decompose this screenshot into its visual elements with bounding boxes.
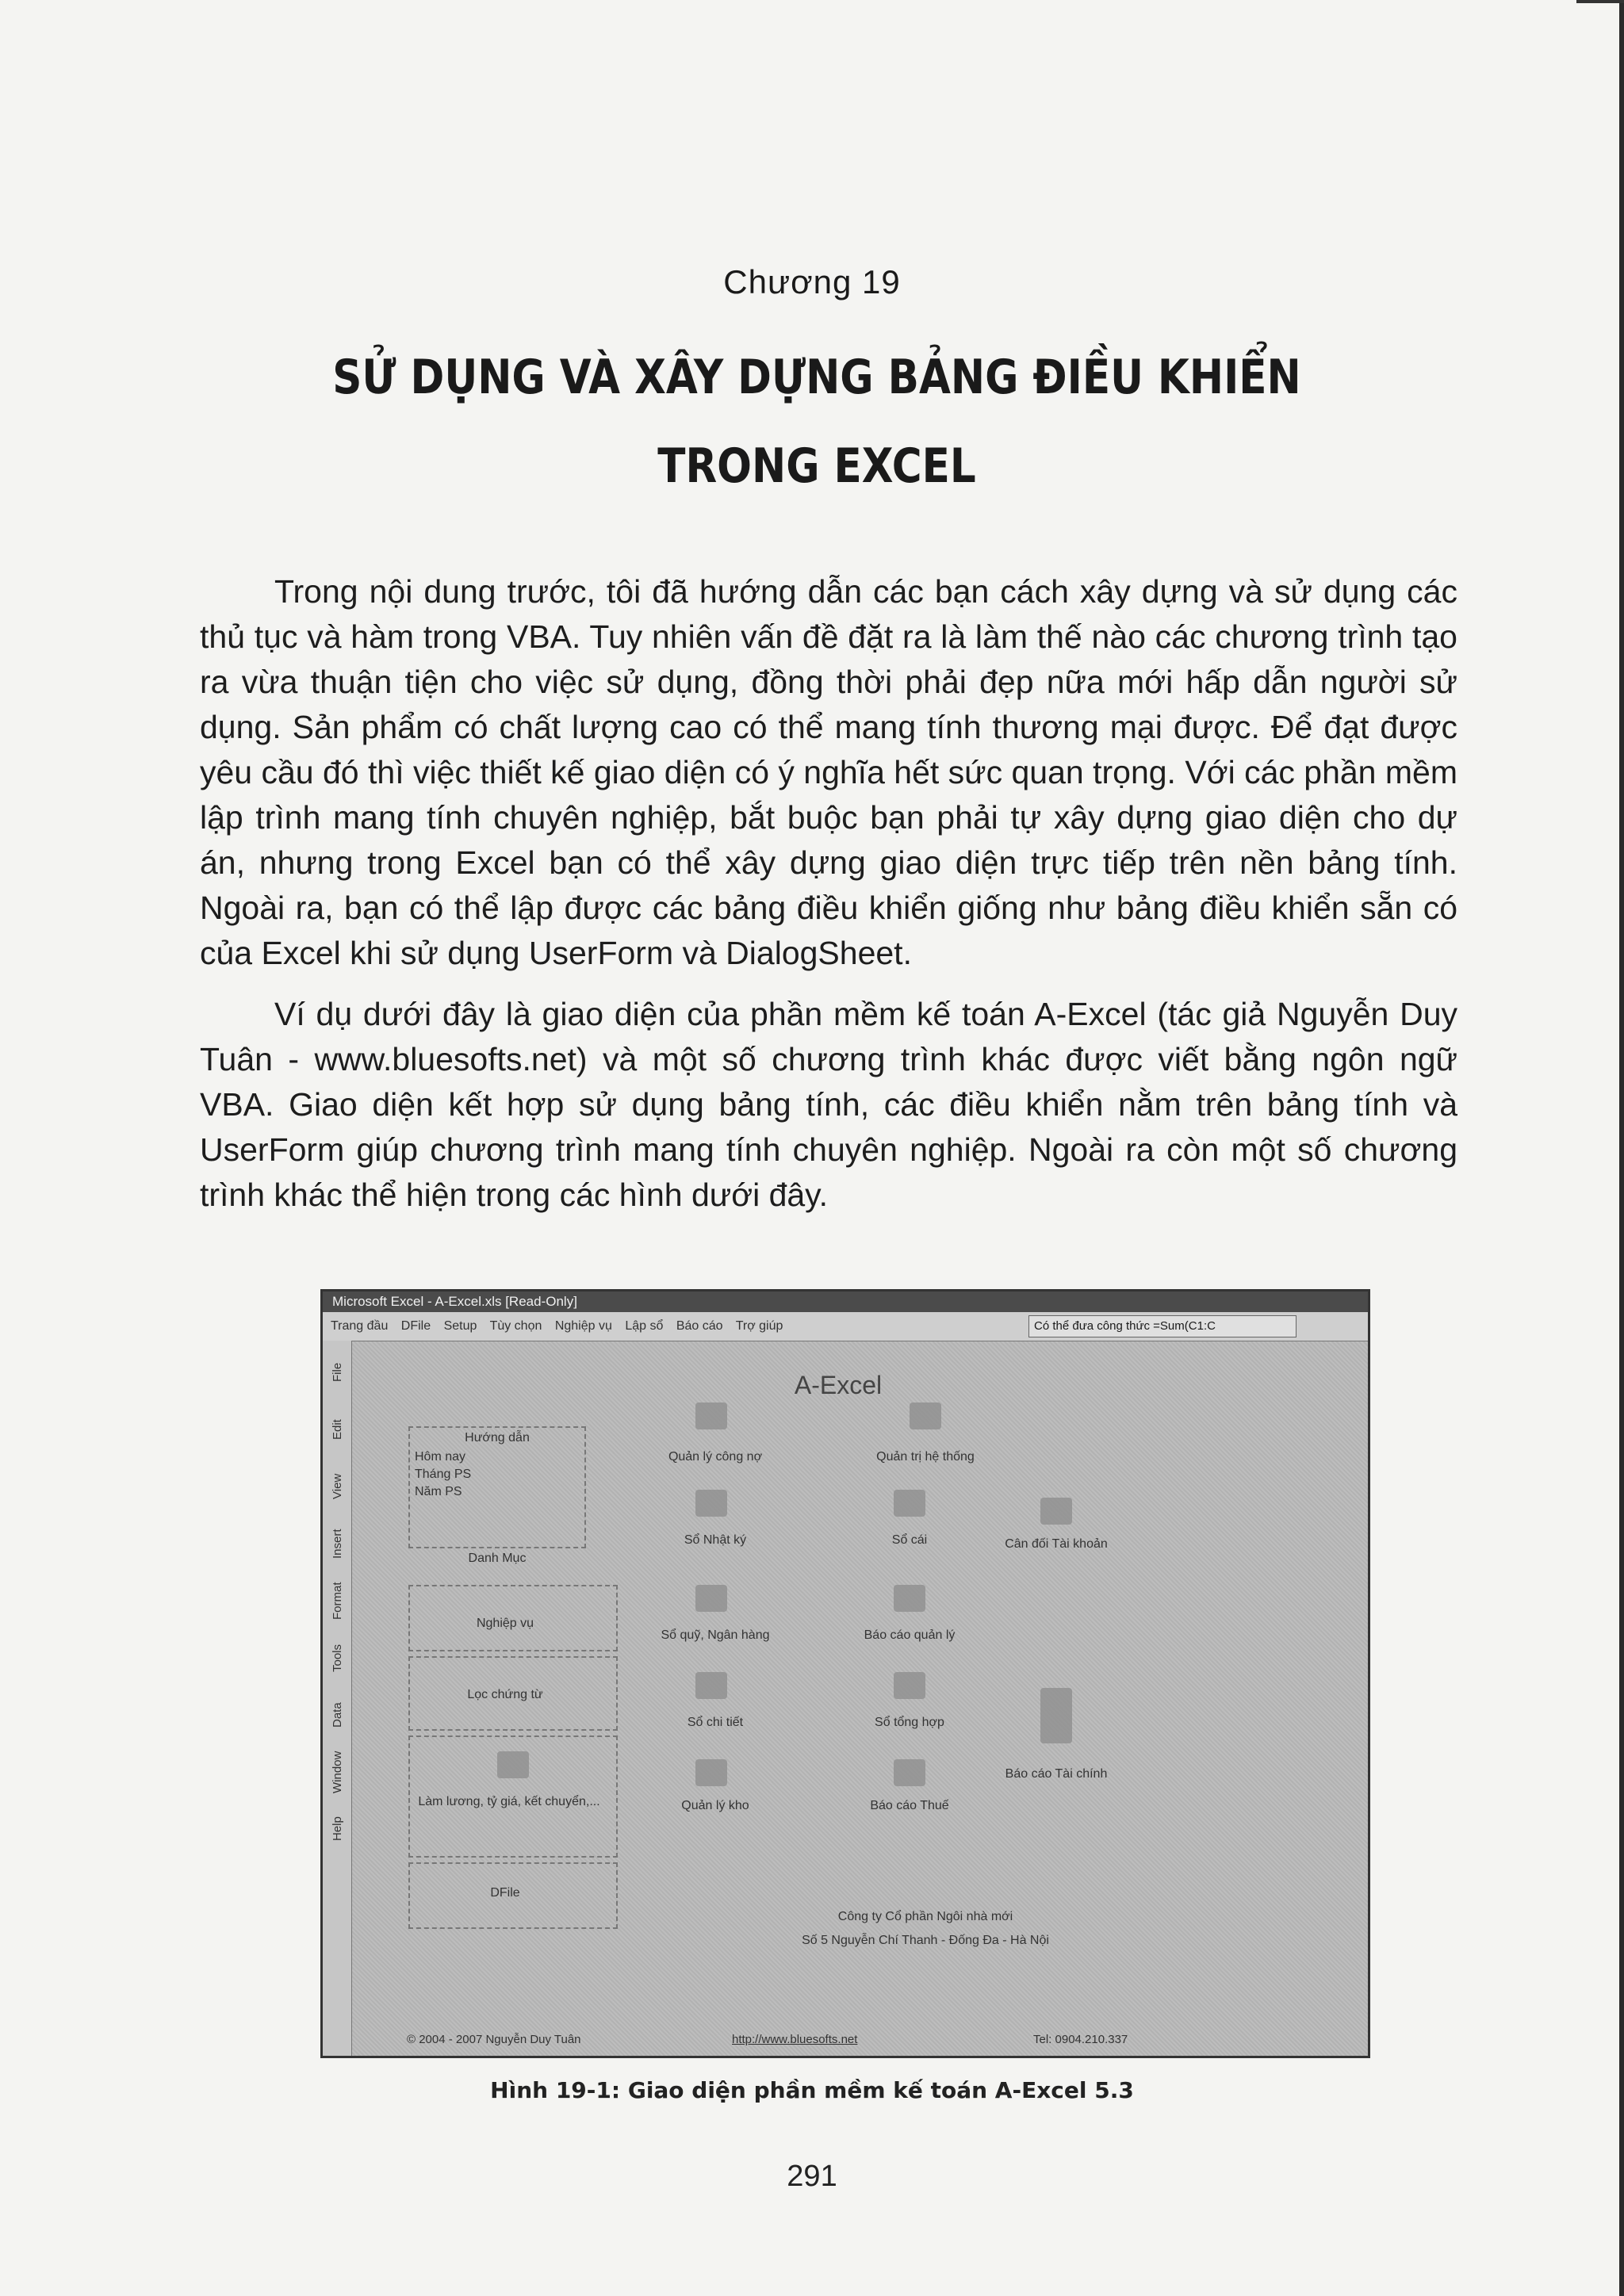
menu-item: Edit — [330, 1419, 344, 1440]
menu-item: View — [330, 1473, 344, 1500]
menu-item: Format — [330, 1582, 344, 1620]
figure-website: http://www.bluesofts.net — [732, 2033, 858, 2046]
categories-label: Danh Mục — [468, 1552, 527, 1565]
menu-item: File — [330, 1362, 344, 1383]
chapter-title-line2: TRONG EXCEL — [657, 438, 976, 494]
module-detail: Sổ chi tiết — [687, 1716, 744, 1729]
tax-icon — [894, 1759, 925, 1786]
closing-label: Làm lương, tỷ giá, kết chuyển,... — [418, 1795, 600, 1808]
closing-icon — [497, 1751, 529, 1778]
filter-label: Lọc chứng từ — [467, 1688, 543, 1701]
module-warehouse: Quản lý kho — [681, 1799, 749, 1812]
figure-caption: Hình 19-1: Giao diện phần mềm kế toán A-Excel 5.3 — [490, 2077, 1134, 2103]
figure-window-title: Microsoft Excel - A-Excel.xls [Read-Only] — [323, 1292, 1368, 1312]
figure-screenshot — [320, 1289, 1370, 2058]
toolbar-item: Tùy chọn — [489, 1319, 542, 1333]
toolbar-item: Trợ giúp — [735, 1319, 783, 1333]
body-text — [200, 569, 1457, 1234]
module-financial: Báo cáo Tài chính — [1005, 1767, 1108, 1781]
chapter-title — [319, 333, 1315, 511]
page-number: 291 — [787, 2160, 837, 2193]
date-panel — [408, 1426, 586, 1548]
scan-edge — [1619, 0, 1624, 2296]
toolbar-item: Lập sổ — [625, 1319, 664, 1333]
menu-item: Tools — [330, 1644, 344, 1672]
balance-icon — [1040, 1498, 1072, 1525]
figure-vertical-menu — [323, 1341, 352, 2056]
figure-formula-bar: Có thể đưa công thức =Sum(C1:C — [1028, 1315, 1297, 1337]
menu-item: Data — [330, 1702, 344, 1728]
year-label: Năm PS — [415, 1485, 462, 1498]
module-admin: Quản trị hệ thống — [876, 1450, 975, 1464]
journal-icon — [695, 1490, 727, 1517]
chapter-title-line1: SỬ DỤNG VÀ XÂY DỰNG BẢNG ĐIỀU KHIỂN — [332, 350, 1301, 405]
summary-icon — [894, 1672, 925, 1699]
toolbar-item: Báo cáo — [676, 1319, 723, 1333]
month-label: Tháng PS — [415, 1468, 472, 1481]
module-tax: Báo cáo Thuế — [870, 1799, 949, 1812]
toolbar-item: DFile — [400, 1319, 431, 1333]
chapter-label: Chương 19 — [723, 263, 901, 300]
toolbar-item: Setup — [443, 1319, 477, 1333]
module-mgmt-report: Báo cáo quản lý — [864, 1628, 956, 1642]
module-ledger: Sổ cái — [891, 1533, 928, 1547]
today-label: Hôm nay — [415, 1450, 466, 1464]
figure-app-name: A-Excel — [794, 1371, 883, 1399]
toolbar-item: Trang đầu — [331, 1319, 389, 1333]
operations-label: Nghiệp vụ — [476, 1617, 534, 1630]
menu-item: Window — [330, 1751, 344, 1793]
paragraph-1: Trong nội dung trước, tôi đã hướng dẫn các bạn cách xây dựng và sử dụng các thủ tục và hàm trong VBA. Tuy nhiên vấn đề đặt ra là làm thế nào các chương trình tạo ra vừa thuận tiện cho việc sử dụng, đồng thời phải đẹp nữa mới hấp dẫn người sử dụng. Sản phẩm có chất lượng cao có thể mang tính thương mại được. Để đạt được yêu cầu đó thì việc thiết kế giao diện có ý nghĩa hết sức quan trọng. Với các phần mềm lập trình mang tính chuyên nghiệp, bắt buộc bạn phải tự xây dựng giao diện cho dự án, nhưng trong Excel bạn có thể xây dựng giao diện trực tiếp trên nền bảng tính. Ngoài ra, bạn có thể lập được các bảng điều khiển giống như bảng điều khiển sẵn có của Excel khi sử dụng UserForm và DialogSheet. — [200, 573, 1457, 971]
paragraph-2: Ví dụ dưới đây là giao diện của phần mềm kế toán A-Excel (tác giả Nguyễn Duy Tuân - www.bluesofts.net) và một số chương trình khác được viết bằng ngôn ngữ VBA. Giao diện kết hợp sử dụng bảng tính, các điều khiển nằm trên bảng tính và UserForm giúp chương trình mang tính chuyên nghiệp. Ngoài ra còn một số chương trình khác thể hiện trong các hình dưới đây. — [200, 996, 1457, 1213]
debt-icon — [695, 1402, 727, 1429]
menu-item: Insert — [330, 1529, 344, 1559]
ledger-icon — [894, 1490, 925, 1517]
detail-icon — [695, 1672, 727, 1699]
figure-address: Số 5 Nguyễn Chí Thanh - Đống Đa - Hà Nội — [802, 1934, 1049, 1947]
figure-footer — [351, 2024, 1368, 2056]
admin-icon — [910, 1402, 941, 1429]
warehouse-icon — [695, 1759, 727, 1786]
module-summary: Sổ tổng hợp — [875, 1716, 944, 1729]
module-journal: Sổ Nhật ký — [684, 1533, 747, 1547]
guide-label: Hướng dẫn — [465, 1431, 530, 1445]
module-balance: Cân đối Tài khoản — [1005, 1537, 1108, 1551]
module-cash: Sổ quỹ, Ngân hàng — [661, 1628, 770, 1642]
cash-icon — [695, 1585, 727, 1612]
mgmt-report-icon — [894, 1585, 925, 1612]
figure-company: Công ty Cổ phần Ngôi nhà mới — [837, 1910, 1013, 1923]
toolbar-item: Nghiệp vụ — [554, 1319, 612, 1333]
dfile-label: DFile — [490, 1886, 520, 1900]
scan-edge-top — [1576, 0, 1624, 3]
figure-copyright: © 2004 - 2007 Nguyễn Duy Tuân — [407, 2033, 581, 2046]
module-debt: Quản lý công nợ — [668, 1450, 763, 1464]
figure-phone: Tel: 0904.210.337 — [1033, 2033, 1128, 2046]
menu-item: Help — [330, 1816, 344, 1842]
financial-icon — [1040, 1688, 1072, 1743]
